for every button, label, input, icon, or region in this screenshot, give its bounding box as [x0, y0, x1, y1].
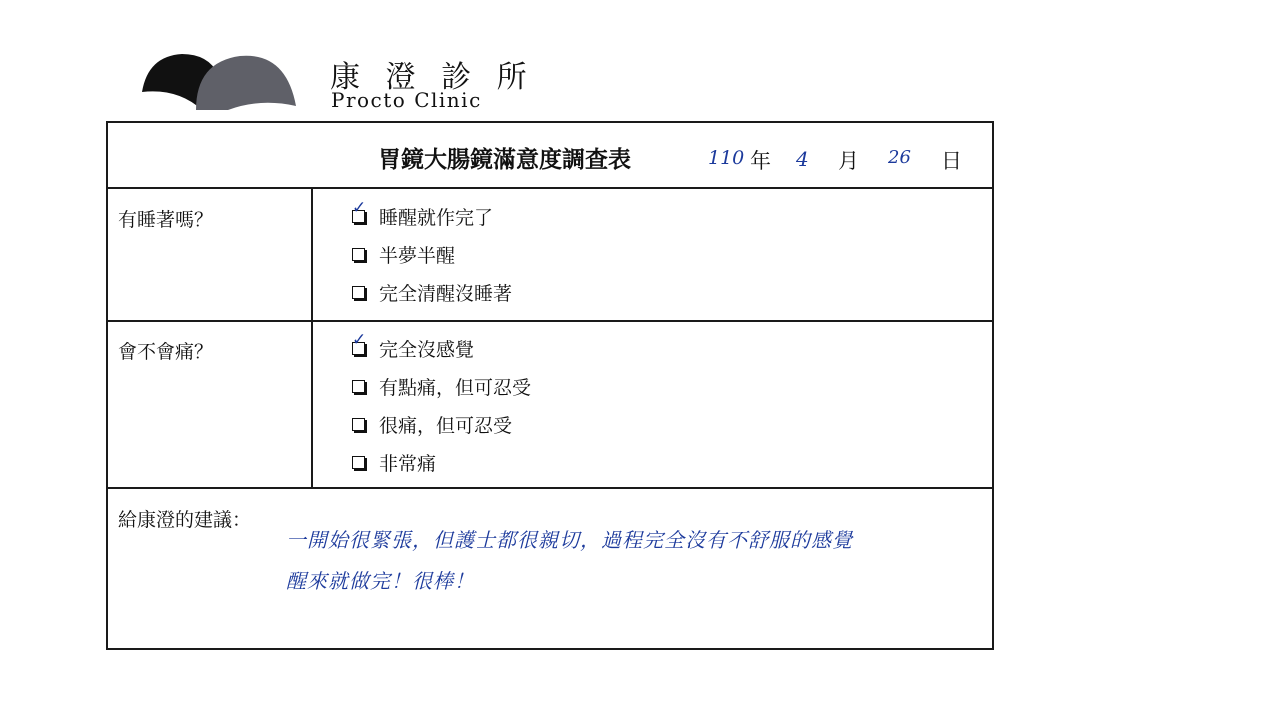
question-sleep-label: 有睡著嗎？ — [118, 209, 214, 231]
question-pain-label: 會不會痛？ — [118, 341, 214, 363]
option-label: 完全清醒沒睡著 — [379, 282, 513, 305]
option-asleep[interactable] — [352, 197, 494, 229]
date-month-value: 4 — [796, 147, 809, 171]
divider — [108, 487, 992, 489]
survey-form — [106, 121, 994, 650]
column-divider — [311, 187, 313, 487]
handwritten-comment-line[interactable]: 一開始很緊張，但護士都很親切，過程完全沒有不舒服的感覺 — [286, 528, 853, 552]
semicircle-logo-icon — [140, 52, 298, 114]
option-label: 有點痛，但可忍受 — [379, 376, 532, 399]
checkbox[interactable] — [352, 329, 367, 355]
option-slight-pain[interactable] — [352, 373, 531, 399]
divider — [108, 187, 992, 189]
checkbox[interactable] — [352, 418, 365, 431]
clinic-name-en: Procto Clinic — [331, 88, 482, 112]
option-label: 非常痛 — [379, 452, 437, 475]
date-month-label: 月 — [838, 149, 859, 173]
date-year-value: 110 — [708, 147, 745, 169]
checkbox[interactable] — [352, 286, 365, 299]
option-label: 完全沒感覺 — [379, 338, 475, 361]
date-year-label: 年 — [750, 149, 771, 173]
handwritten-comment-line[interactable]: 醒來就做完！很棒！ — [286, 569, 475, 593]
check-mark-icon: ✓ — [352, 329, 367, 350]
divider — [108, 320, 992, 322]
option-no-feeling[interactable] — [352, 329, 475, 361]
option-label: 很痛，但可忍受 — [379, 414, 513, 437]
option-half-asleep[interactable] — [352, 241, 455, 267]
option-fully-awake[interactable] — [352, 279, 512, 305]
check-mark-icon: ✓ — [352, 197, 367, 218]
clinic-name-zh: 康 澄 診 所 — [330, 60, 535, 95]
suggestion-label: 給康澄的建議： — [118, 509, 252, 531]
option-extremely-painful[interactable] — [352, 449, 436, 475]
checkbox[interactable] — [352, 380, 365, 393]
form-title: 胃鏡大腸鏡滿意度調查表 — [378, 147, 631, 173]
checkbox[interactable] — [352, 197, 367, 223]
checkbox[interactable] — [352, 248, 365, 261]
option-very-painful[interactable] — [352, 411, 512, 437]
option-label: 半夢半醒 — [379, 244, 456, 267]
option-label: 睡醒就作完了 — [379, 206, 494, 229]
checkbox[interactable] — [352, 456, 365, 469]
date-day-label: 日 — [941, 149, 962, 173]
date-day-value: 26 — [888, 147, 911, 168]
